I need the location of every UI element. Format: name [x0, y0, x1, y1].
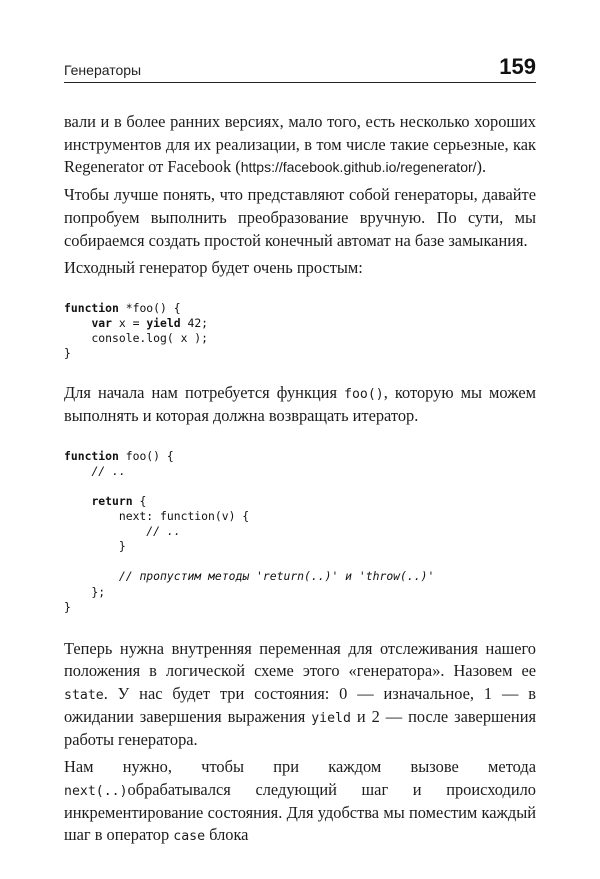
code-line: };: [64, 584, 106, 599]
paragraph-5-text-b: . У нас будет три состояния: 0 — изначальное, 1 — в ожидании завершения выражения: [64, 684, 536, 726]
code-line: console.log( x );: [64, 331, 209, 346]
code-keyword: function: [64, 300, 119, 315]
code-line: }: [64, 539, 126, 554]
regenerator-url: https://facebook.github.io/regenerator/: [240, 159, 477, 176]
paragraph-1-tail: ).: [476, 157, 487, 177]
code-text: foo() {: [118, 448, 174, 463]
paragraph-6: [64, 756, 536, 847]
paragraph-1: [64, 111, 536, 179]
code-indent: [64, 569, 119, 583]
paragraph-2: Чтобы лучше понять, что представляют собой генераторы, давайте попробуем выполнить преобразование вручную. По сути, мы собираемся создать простой конечный автомат на базе замыкания.: [64, 185, 536, 250]
paragraph-5-text-a: Теперь нужна внутренняя переменная для отслеживания нашего положения в логической схеме этого «генератора». Назовем ее: [64, 638, 536, 681]
paragraph-6-text-c: блока: [205, 825, 249, 845]
page-body: [64, 111, 536, 847]
code-text: x =: [112, 316, 147, 331]
running-header: [64, 52, 536, 83]
code-keyword: function: [64, 448, 119, 463]
code-comment: // пропустим методы 'return(..)' и 'throw(..)': [118, 569, 435, 584]
code-text: 42;: [180, 316, 209, 331]
inline-code-yield: yield: [311, 710, 351, 726]
code-line: next: function(v) {: [64, 509, 250, 524]
paragraph-3: Исходный генератор будет очень простым:: [64, 258, 363, 278]
inline-code-case: case: [173, 829, 206, 845]
code-indent: [64, 316, 91, 330]
code-text: {: [132, 493, 147, 508]
paragraph-4: [64, 382, 536, 427]
paragraph-5-text-c: и 2 — после завершения работы генератора.: [64, 706, 537, 749]
paragraph-5: [64, 638, 536, 752]
code-line: }: [64, 346, 71, 361]
code-keyword: return: [91, 493, 133, 508]
code-comment: // ..: [91, 463, 126, 478]
inline-code-next: next(..): [64, 783, 128, 799]
paragraph-4-text-b: , которую мы можем выполнять и которая должна возвращать итератор.: [64, 383, 536, 425]
code-indent: [64, 524, 146, 538]
paragraph-6-text-a: Нам нужно, чтобы при каждом вызове метода: [64, 757, 536, 777]
code-comment: // ..: [146, 524, 181, 539]
code-keyword: var: [91, 316, 113, 331]
code-indent: [64, 494, 91, 508]
code-keyword: yield: [146, 316, 181, 331]
paragraph-4-text-a: Для начала нам потребуется функция: [64, 383, 345, 403]
code-block-iterator: [64, 449, 536, 615]
code-text: *foo() {: [118, 300, 181, 315]
section-title: Генераторы: [64, 62, 142, 78]
paragraph-6-text-b: обрабатывался следующий шаг и происходило инкрементирование состояния. Для удобства мы поместим каждый шаг в оператор: [64, 779, 536, 845]
code-indent: [64, 464, 91, 478]
inline-code-foo: foo(): [344, 387, 384, 403]
inline-code-state: state: [64, 688, 104, 704]
paragraph-1-text: вали и в более ранних версиях, мало того, есть несколько хороших инструментов для их реализации, в том числе такие серьезные, как Regenerator от Facebook (: [64, 112, 536, 177]
code-block-generator: [64, 301, 536, 361]
code-line: }: [64, 599, 71, 614]
page-number: 159: [499, 54, 536, 79]
